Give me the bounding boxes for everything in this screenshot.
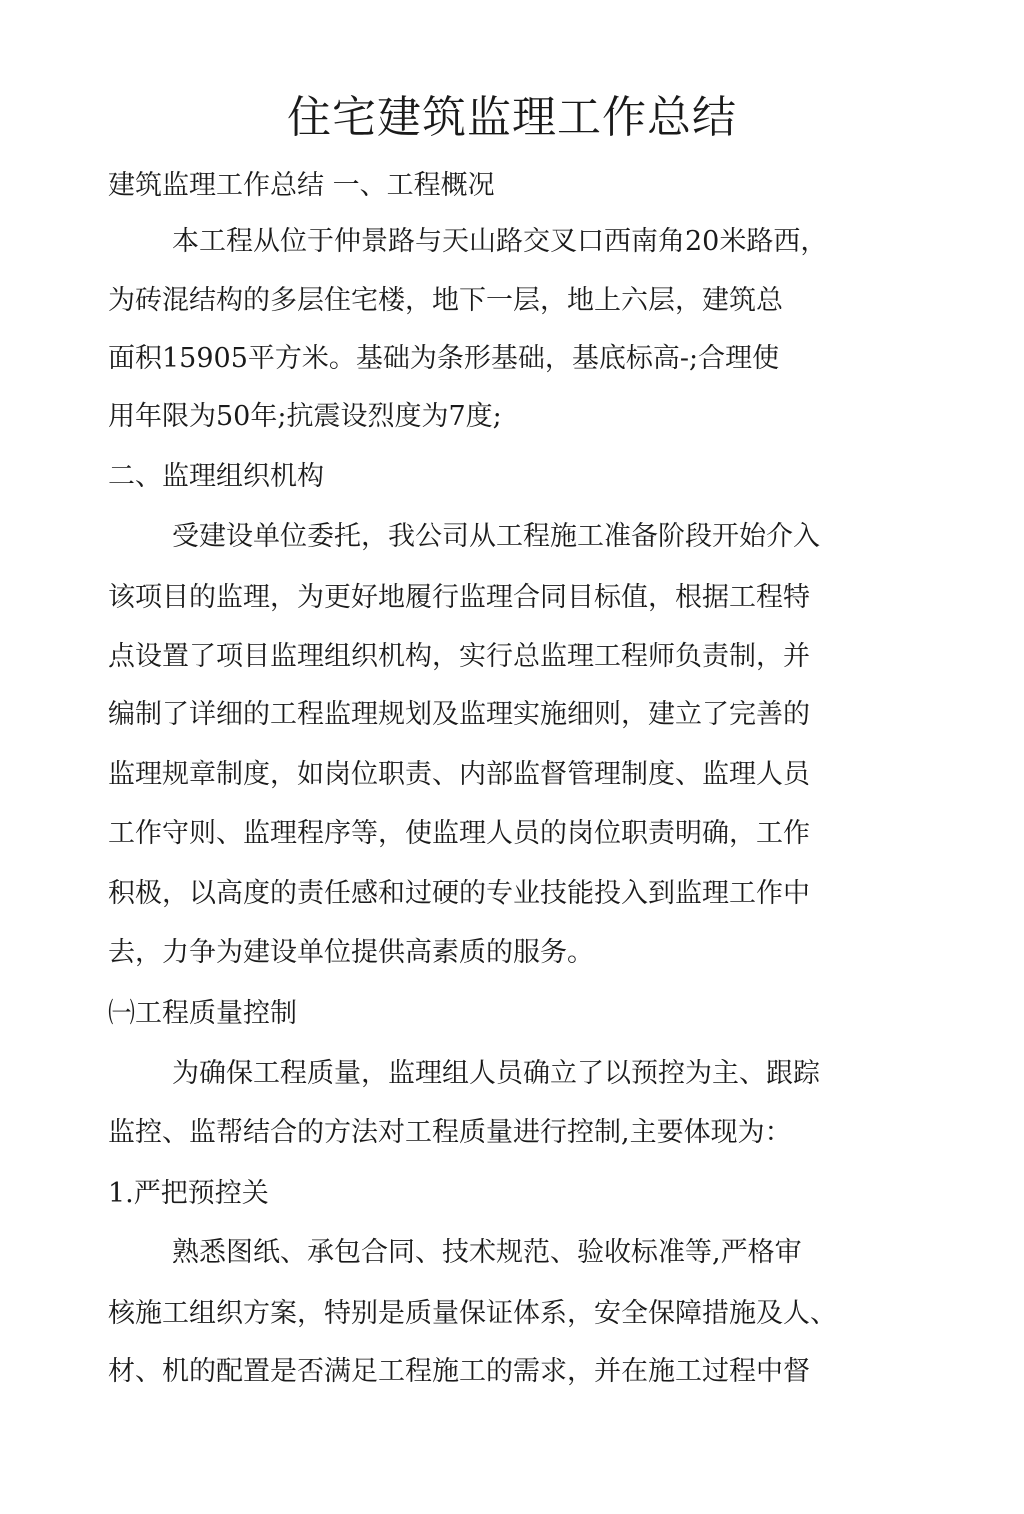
document-title: 住宅建筑监理工作总结: [287, 92, 737, 143]
paragraph-line: 积极，以高度的责任感和过硬的专业技能投入到监理工作中: [108, 878, 810, 909]
paragraph-line: 该项目的监理，为更好地履行监理合同目标值，根据工程特: [108, 582, 810, 613]
section-heading-organization: 二、监理组织机构: [108, 461, 324, 492]
paragraph-line: 为砖混结构的多层住宅楼，地下一层，地上六层，建筑总: [108, 285, 783, 316]
paragraph-line: 本工程从位于仲景路与天山路交叉口西南角20米路西，: [172, 226, 828, 257]
paragraph-line: 工作守则、监理程序等，使监理人员的岗位职责明确，工作: [108, 818, 810, 849]
item-heading-precontrol: 1.严把预控关: [108, 1178, 269, 1209]
subsection-heading-quality: ㈠工程质量控制: [108, 998, 297, 1029]
paragraph-line: 核施工组织方案，特别是质量保证体系，安全保障措施及人、: [108, 1298, 837, 1329]
paragraph-line: 监控、监帮结合的方法对工程质量进行控制,主要体现为：: [108, 1117, 792, 1148]
paragraph-line: 编制了详细的工程监理规划及监理实施细则，建立了完善的: [108, 699, 810, 730]
paragraph-line: 受建设单位委托，我公司从工程施工准备阶段开始介入: [172, 521, 820, 552]
section-heading-overview: 建筑监理工作总结 一、工程概况: [108, 170, 495, 201]
paragraph-line: 点设置了项目监理组织机构，实行总监理工程师负责制，并: [108, 641, 810, 672]
paragraph-line: 熟悉图纸、承包合同、技术规范、验收标准等,严格审: [172, 1237, 802, 1268]
paragraph-line: 面积15905平方米。基础为条形基础，基底标高-;合理使: [108, 343, 780, 374]
paragraph-line: 监理规章制度，如岗位职责、内部监督管理制度、监理人员: [108, 759, 810, 790]
paragraph-line: 材、机的配置是否满足工程施工的需求，并在施工过程中督: [108, 1356, 810, 1387]
paragraph-line: 去，力争为建设单位提供高素质的服务。: [108, 937, 594, 968]
paragraph-line: 为确保工程质量，监理组人员确立了以预控为主、跟踪: [172, 1058, 820, 1089]
paragraph-line: 用年限为50年;抗震设烈度为7度;: [108, 401, 502, 432]
